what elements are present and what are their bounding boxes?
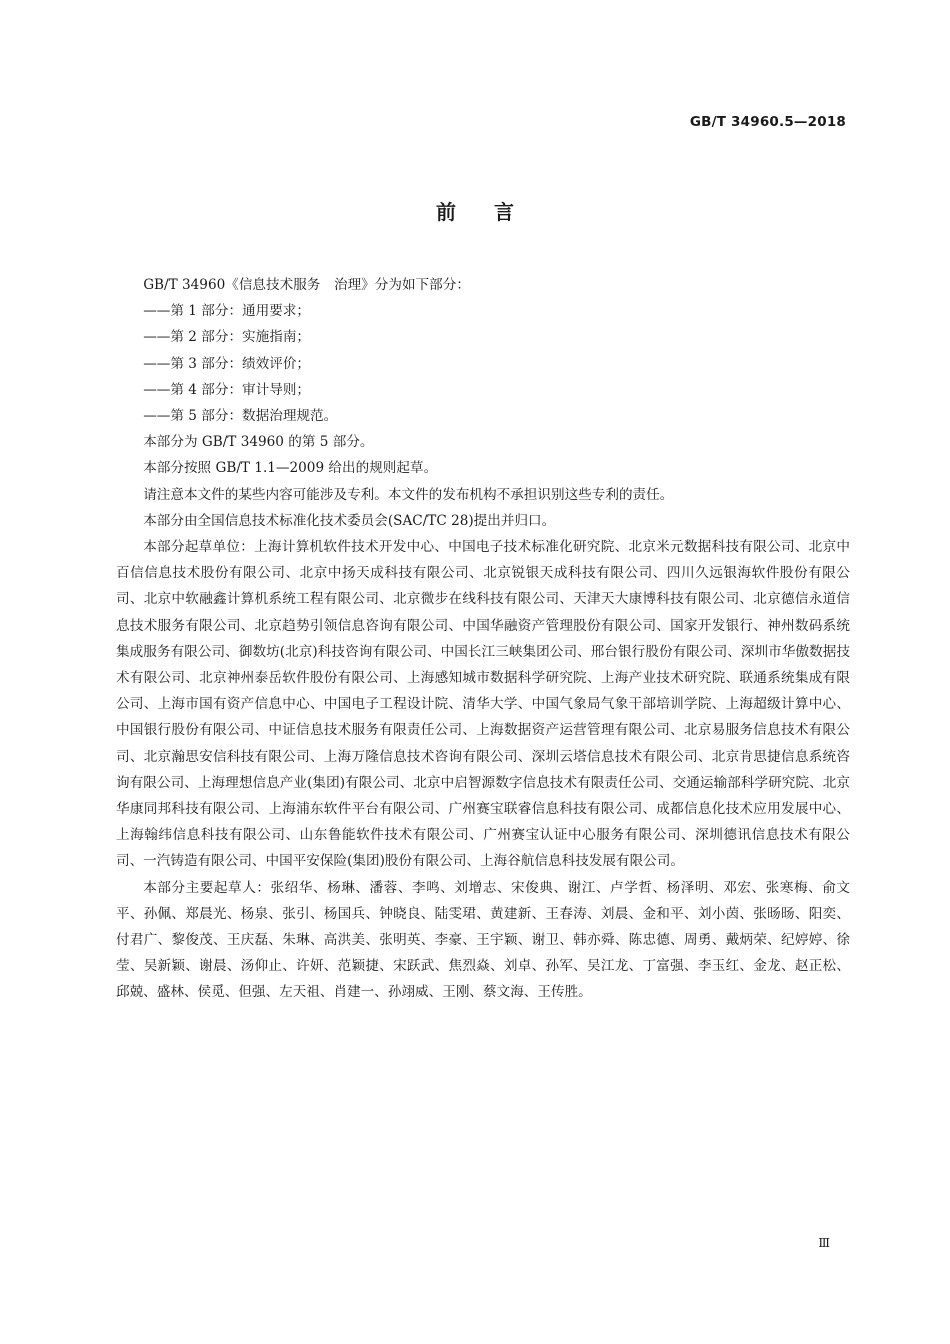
page-title: 前言	[436, 200, 552, 224]
list-item-part-4: ——第 4 部分：审计导则；	[143, 381, 311, 398]
paragraph-part-statement: 本部分为 GB/T 34960 的第 5 部分。	[143, 434, 374, 451]
paragraph-drafting-rules: 本部分按照 GB/T 1.1—2009 给出的规则起草。	[143, 460, 438, 477]
list-item-part-5: ——第 5 部分：数据治理规范。	[143, 408, 338, 425]
list-item-part-2: ——第 2 部分：实施指南；	[143, 329, 311, 346]
list-item-part-1: ——第 1 部分：通用要求；	[143, 303, 311, 320]
standard-number: GB/T 34960.5—2018	[689, 114, 846, 130]
paragraph-drafting-units: 本部分起草单位：上海计算机软件技术开发中心、中国电子技术标准化研究院、北京米元数据科技有限公司、北京中百信信息技术股份有限公司、北京中扬天成科技有限公司、北京锐银天成科技有限公司、四川久远银海软件股份有限公司、北京中软融鑫计算机系统工程有限公司、北京微步在线科技有限公司、天津天大康博科技有限公司、北京德信永道信息技术服务有限公司、北京趋势引领信息咨询有限公司、中国华融资产管理股份有限公司、国家开发银行、神州数码系统集成服务有限公司、御数坊(北京)科技咨询有限公司、中国长江三峡集团公司、邢台银行股份有限公司、深圳市华傲数据技术有限公司、北京神州泰岳软件股份有限公司、上海感知城市数据科学研究院、上海产业技术研究院、联通系统集成有限公司、上海市国有资产信息中心、中国电子工程设计院、清华大学、中国气象局气象干部培训学院、上海超级计算中心、中国银行股份有限公司、中证信息技术服务有限责任公司、上海数据资产运营管理有限公司、北京易服务信息技术有限公司、北京瀚思安信科技有限公司、上海万隆信息技术咨询有限公司、深圳云塔信息技术有限公司、北京肯思捷信息系统咨询有限公司、上海理想信息产业(集团)有限公司、北京中启智源数字信息技术有限责任公司、交通运输部科学研究院、北京华康同邦科技有限公司、上海浦东软件平台有限公司、广州赛宝联睿信息科技有限公司、成都信息化技术应用发展中心、上海翰纬信息科技有限公司、山东鲁能软件技术有限公司、广州赛宝认证中心服务有限公司、深圳德讯信息技术有限公司、一汽铸造有限公司、中国平安保险(集团)股份有限公司、上海谷航信息科技发展有限公司。	[116, 539, 850, 870]
paragraph-proposer: 本部分由全国信息技术标准化技术委员会(SAC/TC 28)提出并归口。	[143, 512, 556, 529]
paragraph-patent-notice: 请注意本文件的某些内容可能涉及专利。本文件的发布机构不承担识别这些专利的责任。	[143, 486, 674, 503]
paragraph-drafters: 本部分主要起草人：张绍华、杨琳、潘蓉、李鸣、刘增志、宋俊典、谢江、卢学哲、杨泽明、邓宏、张寒梅、俞文平、孙佩、郑晨光、杨泉、张引、杨国兵、钟晓良、陆雯珺、黄建新、王春涛、刘晨、金和平、刘小茵、张旸旸、阳奕、付君广、黎俊茂、王庆磊、朱琳、高洪美、张明英、李豪、王宇颖、谢卫、韩亦舜、陈忠德、周勇、戴炳荣、纪婷婷、徐莹、吴新颖、谢晨、汤仰止、许妍、范颖捷、宋跃武、焦烈焱、刘卓、孙军、吴江龙、丁富强、李玉红、金龙、赵正松、邱兢、盛林、侯觅、但强、左天祖、肖建一、孙翊威、王刚、蔡文海、王传胜。	[116, 879, 850, 1001]
paragraph-parts-intro: GB/T 34960《信息技术服务 治理》分为如下部分：	[143, 277, 470, 293]
page-number: Ⅲ	[818, 1236, 830, 1250]
list-item-part-3: ——第 3 部分：绩效评价；	[143, 355, 311, 372]
foreword-body	[116, 272, 850, 1006]
